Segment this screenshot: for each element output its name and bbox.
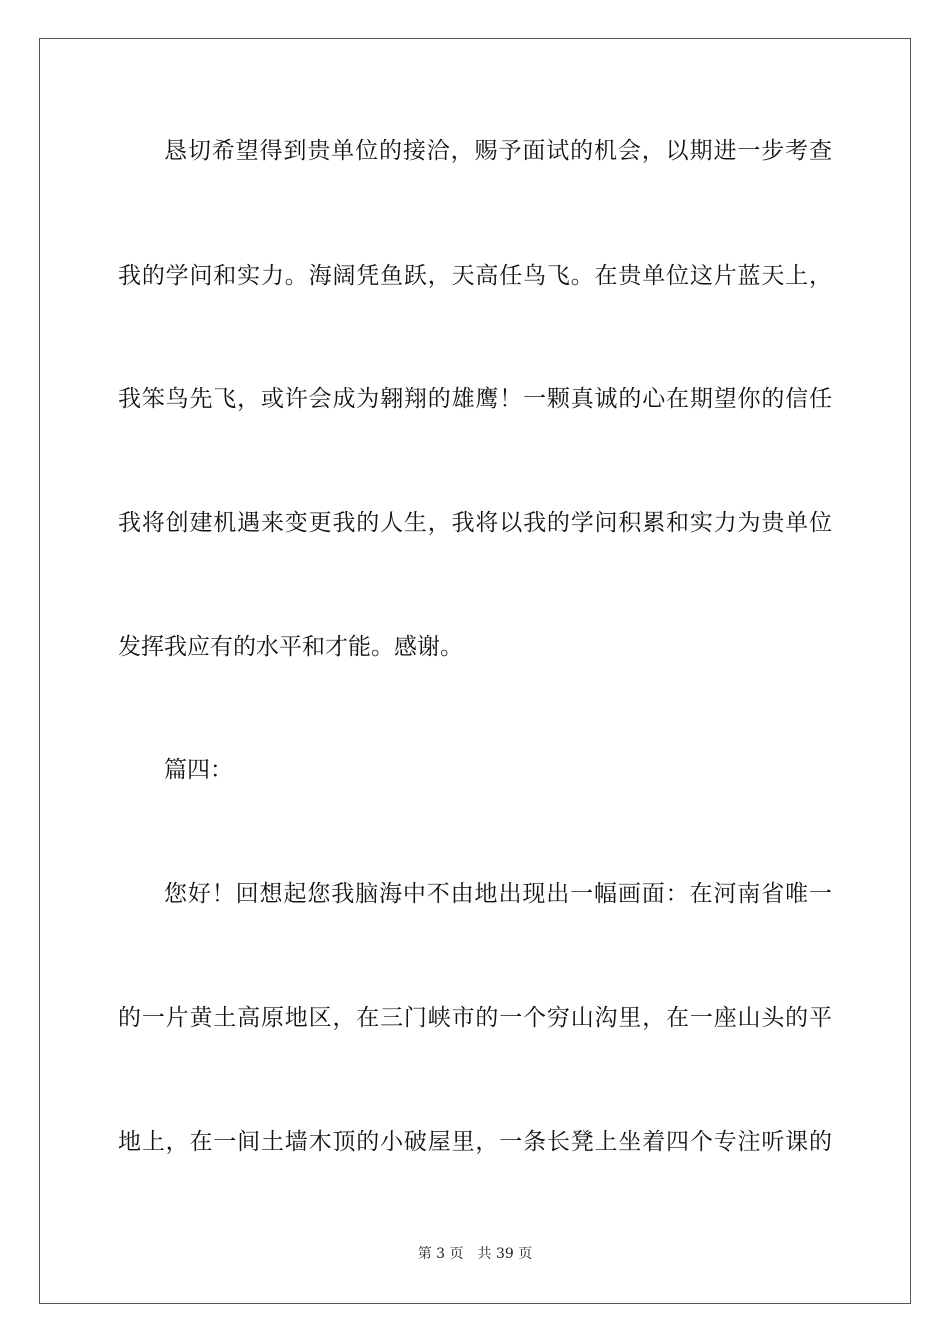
section-heading: 篇四： <box>164 757 233 783</box>
paragraph-line-2: 我的学问和实力。海阔凭鱼跃，天高任鸟飞。在贵单位这片蓝天上， <box>118 263 832 289</box>
page-total: 共 39 页 <box>477 1246 533 1262</box>
paragraph-line-6: 您好！回想起您我脑海中不由地出现出一幅画面：在河南省唯一 <box>164 881 832 907</box>
page-footer <box>0 1244 950 1264</box>
paragraph-line-4: 我将创建机遇来变更我的人生，我将以我的学问积累和实力为贵单位 <box>118 510 832 536</box>
paragraph-line-8: 地上，在一间土墙木顶的小破屋里，一条长凳上坐着四个专注听课的 <box>118 1129 832 1155</box>
page-number: 第 3 页 <box>417 1246 464 1262</box>
paragraph-line-3: 我笨鸟先飞，或许会成为翱翔的雄鹰！一颗真诚的心在期望你的信任 <box>118 386 832 412</box>
paragraph-line-1: 恳切希望得到贵单位的接洽，赐予面试的机会，以期进一步考查 <box>164 138 832 164</box>
paragraph-line-7: 的一片黄土高原地区，在三门峡市的一个穷山沟里，在一座山头的平 <box>118 1005 832 1031</box>
paragraph-line-5: 发挥我应有的水平和才能。感谢。 <box>118 634 463 660</box>
page-border <box>39 38 911 1304</box>
